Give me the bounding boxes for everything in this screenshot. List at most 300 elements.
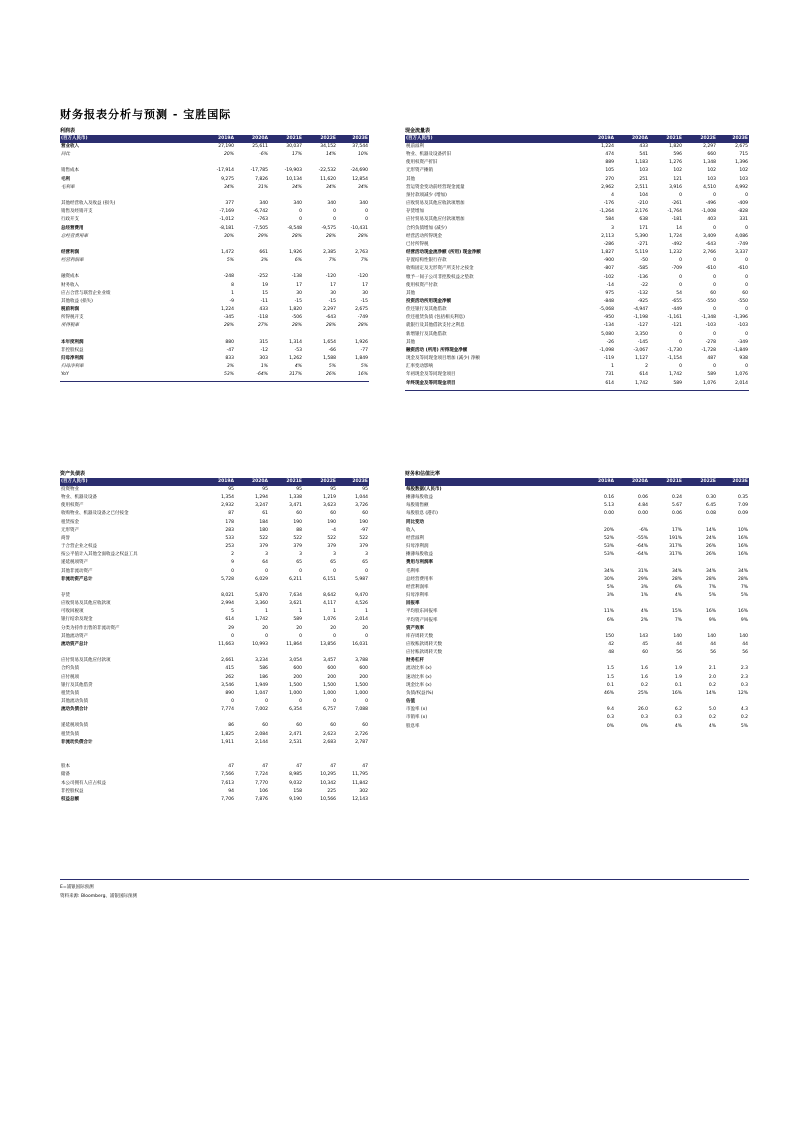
cell-value: 1,000 — [289, 690, 302, 696]
row-label: 现金比率 (x) — [406, 682, 432, 688]
cell-value: -66 — [328, 347, 336, 353]
row-label: 每股股息 (港币) — [406, 511, 438, 517]
row-label: 应付贸易及其他应付款项 — [61, 658, 111, 664]
cell-value: 27,190 — [218, 144, 234, 149]
table-row — [60, 747, 369, 755]
cell-value — [337, 331, 369, 339]
cell-value — [649, 657, 683, 665]
cell-value: 3,337 — [735, 250, 748, 256]
cell-value: -7,505 — [253, 225, 268, 231]
cell-value: 2,144 — [255, 739, 268, 745]
cell-value: 522 — [259, 535, 268, 541]
row-label: 所得税率 — [61, 323, 79, 329]
cell-value: -55% — [636, 535, 648, 541]
cell-value: 180 — [259, 527, 268, 533]
page-title: 财务报表分析与预测 - 宝胜国际 — [60, 108, 232, 121]
cell-value: 190 — [293, 519, 302, 525]
cell-value: 34% — [603, 568, 614, 574]
cell-value: 7,724 — [255, 772, 268, 778]
cell-value — [303, 159, 337, 167]
cell-value: 0 — [745, 274, 748, 280]
table-row — [405, 559, 749, 567]
cell-value: 1 — [299, 609, 302, 615]
cell-value: 14% — [705, 527, 716, 533]
cell-value: -134 — [603, 323, 614, 329]
cell-value: 3,234 — [255, 658, 268, 664]
row-label — [60, 192, 201, 200]
cell-value: 56 — [676, 650, 682, 656]
cell-value: 596 — [673, 152, 682, 158]
cell-value: 2,176 — [635, 209, 648, 215]
table-row — [60, 755, 369, 763]
cell-value: 589 — [293, 617, 302, 623]
year-header: 2021E — [649, 135, 683, 143]
cell-value: 0.1 — [674, 682, 682, 688]
cell-value: 1 — [365, 609, 368, 615]
cell-value — [717, 657, 749, 665]
cell-value: 0.00 — [637, 511, 648, 517]
cell-value: 7,613 — [221, 780, 234, 786]
cell-value: 0.3 — [606, 715, 614, 721]
cell-value — [201, 241, 235, 249]
table-row — [405, 649, 749, 657]
cell-value: -345 — [223, 315, 234, 321]
row-label: 融资成本 — [61, 274, 79, 280]
row-label: 就银行及其他借款支付之利息 — [406, 323, 465, 329]
cell-value: -145 — [637, 339, 648, 345]
row-label: 速动比率 (x) — [406, 674, 432, 680]
cell-value — [683, 698, 717, 706]
cell-value: 1,232 — [669, 250, 682, 256]
cell-value — [717, 625, 749, 633]
cell-value: 11,620 — [320, 176, 336, 182]
cell-value — [683, 625, 717, 633]
row-label: 收入 — [406, 527, 415, 533]
row-label: 递延税项资产 — [61, 560, 88, 566]
cell-value: 0 — [713, 192, 716, 198]
cell-value: -7,169 — [219, 209, 234, 215]
cell-value: 302 — [359, 788, 368, 794]
bottom-rule — [60, 879, 749, 880]
cell-value: 5% — [740, 723, 748, 729]
cell-value: 2 — [645, 364, 648, 370]
table-row — [60, 200, 369, 208]
year-header: 2022E — [683, 478, 717, 486]
cell-value: 270 — [605, 176, 614, 182]
table-row — [405, 494, 749, 502]
cell-value: -136 — [637, 274, 648, 280]
row-label: 平均资产回报率 — [406, 617, 438, 623]
cell-value: -409 — [737, 201, 748, 207]
row-label: 应收贸易及其他应收款项 — [61, 601, 111, 607]
cell-value: 7% — [740, 584, 748, 590]
cell-value: 541 — [639, 152, 648, 158]
cell-value: 4,117 — [323, 601, 336, 607]
table-row — [405, 208, 749, 216]
row-label: 偿还银行及其他借款 — [406, 307, 447, 313]
cell-value: 45 — [642, 641, 648, 647]
row-label: 收购物业、机器及设备之已付按金 — [61, 511, 129, 517]
cell-value — [717, 698, 749, 706]
row-label: 流动比率 (x) — [406, 666, 432, 672]
row-label: 储备 — [61, 772, 70, 778]
cell-value: 15% — [671, 609, 682, 615]
cell-value: 2,113 — [601, 233, 614, 239]
cell-value: 37,544 — [352, 144, 368, 149]
row-label: 本公司拥有人应占权益 — [61, 780, 106, 786]
row-label: 资产效率 — [406, 625, 424, 631]
cell-value: 0 — [231, 568, 234, 574]
cell-value: 60 — [710, 290, 716, 296]
cell-value: -19,903 — [284, 168, 302, 174]
cell-value: -97 — [360, 527, 368, 533]
cell-value — [581, 657, 615, 665]
table-row — [405, 641, 749, 649]
table-row — [60, 322, 369, 330]
cell-value: -14 — [606, 282, 614, 288]
table-row — [405, 274, 749, 282]
row-label: 非流动资产总计 — [61, 576, 93, 582]
cell-value: 12,143 — [352, 796, 368, 802]
table-row — [60, 510, 369, 518]
cell-value: 27% — [257, 323, 268, 329]
cell-value — [649, 559, 683, 567]
cell-value: 34% — [671, 568, 682, 574]
row-label: 经营利润率 — [61, 258, 84, 264]
cell-value: 30% — [223, 233, 234, 239]
cell-value — [337, 584, 369, 592]
cell-value: 4.84 — [637, 503, 648, 509]
cell-value: 0 — [713, 282, 716, 288]
cell-value: 0.3 — [640, 715, 648, 721]
cell-value: 30,037 — [286, 144, 302, 149]
cell-value: -181 — [671, 217, 682, 223]
cell-value: -807 — [603, 266, 614, 272]
cell-value — [649, 519, 683, 527]
cell-value: -950 — [603, 315, 614, 321]
cell-value: 0 — [333, 209, 336, 215]
table-row — [60, 706, 369, 714]
year-header: 2023E — [717, 135, 749, 143]
year-header: 2020A — [615, 478, 649, 486]
cell-value: 0 — [679, 364, 682, 370]
cell-value: 3,054 — [289, 658, 302, 664]
cell-value — [235, 192, 269, 200]
year-header: 2023E — [717, 478, 749, 486]
footnote-forecast: E=浦银国际预测 — [60, 885, 94, 890]
cell-value: 28% — [671, 576, 682, 582]
balance-header-row — [60, 478, 369, 486]
cell-value — [337, 649, 369, 657]
cell-value: 28% — [325, 323, 336, 329]
cell-value: 0.1 — [606, 682, 614, 688]
cell-value: -585 — [637, 266, 648, 272]
cell-value: 191% — [669, 535, 682, 541]
cell-value: 9,190 — [289, 796, 302, 802]
cell-value: 64 — [262, 560, 268, 566]
cell-value: 5,080 — [601, 331, 614, 337]
table-row — [405, 347, 749, 355]
row-label: 存置结构性银行存款 — [406, 258, 447, 264]
ratios-section-label: 财务和估值比率 — [405, 471, 441, 477]
row-label: 归母净利润 — [406, 544, 429, 550]
row-label: 使用权资产付款 — [406, 282, 438, 288]
cell-value: 29 — [228, 625, 234, 631]
cell-value: 415 — [225, 666, 234, 672]
cell-value: 225 — [327, 788, 336, 794]
cell-value: 2,297 — [323, 307, 336, 313]
cell-value: 95 — [228, 487, 234, 492]
cell-value — [201, 159, 235, 167]
cell-value: 1,654 — [323, 339, 336, 345]
cell-value: -643 — [325, 315, 336, 321]
cell-value: 0 — [745, 282, 748, 288]
table-row — [60, 282, 369, 290]
cell-value: 0.35 — [737, 495, 748, 501]
row-label: 应收账款周转天数 — [406, 641, 442, 647]
table-row — [405, 339, 749, 347]
cell-value: 0 — [333, 568, 336, 574]
cell-value — [337, 747, 369, 755]
cell-value — [581, 600, 615, 608]
cell-value: 1,742 — [635, 380, 648, 386]
row-label: 营运资金变动前经营现金流量 — [406, 184, 465, 190]
cell-value: 16% — [737, 544, 748, 550]
cell-value — [201, 755, 235, 763]
row-label: 其他非流动资产 — [61, 568, 93, 574]
cell-value: 2.3 — [740, 666, 748, 672]
cell-value: 0.2 — [708, 682, 716, 688]
cell-value: 19 — [262, 282, 268, 288]
row-label: 同比变动 — [406, 519, 424, 525]
cell-value: 0 — [745, 331, 748, 337]
cell-value: 938 — [739, 356, 748, 362]
cell-value: 403 — [707, 217, 716, 223]
cell-value: 44 — [742, 641, 748, 647]
table-row — [405, 363, 749, 371]
income-header-row — [60, 135, 369, 143]
row-label: 归母净利率 — [61, 364, 84, 370]
table-row — [60, 331, 369, 339]
table-row — [60, 371, 369, 379]
cell-value: -10,431 — [350, 225, 368, 231]
cell-value: 5,728 — [221, 576, 234, 582]
table-row — [60, 763, 369, 771]
cell-value: -121 — [671, 323, 682, 329]
cell-value: 5,987 — [355, 576, 368, 582]
cell-value: 6.45 — [705, 503, 716, 509]
row-label: 非控股权益 — [61, 788, 84, 794]
cell-value: 522 — [293, 535, 302, 541]
cell-value: 121 — [673, 176, 682, 182]
cell-value: 11,663 — [218, 641, 234, 647]
cell-value: 2,683 — [323, 739, 336, 745]
cell-value: 3,350 — [635, 331, 648, 337]
cell-value: 86 — [228, 723, 234, 729]
row-label: 摊薄每股收益 — [406, 495, 433, 501]
table-row — [60, 739, 369, 747]
cell-value: 3 — [611, 225, 614, 231]
cell-value: 600 — [293, 666, 302, 672]
cell-value: 7.09 — [737, 503, 748, 509]
cell-value: 34% — [737, 568, 748, 574]
cell-value: 2% — [640, 617, 648, 623]
table-row — [60, 600, 369, 608]
cell-value: 340 — [293, 201, 302, 207]
cell-value: 6,354 — [289, 707, 302, 713]
cell-value: -1,012 — [219, 217, 234, 223]
cell-value: -550 — [737, 298, 748, 304]
cell-value: -9 — [229, 298, 234, 304]
cell-value: 9,032 — [289, 780, 302, 786]
cell-value: 3 — [299, 552, 302, 558]
table-row — [405, 665, 749, 673]
cell-value — [337, 755, 369, 763]
cell-value: 47 — [362, 764, 368, 770]
table-row — [60, 167, 369, 175]
cell-value: 7,088 — [355, 707, 368, 713]
cell-value: 1,000 — [355, 690, 368, 696]
cell-value: 3,621 — [289, 601, 302, 607]
unit-label: (百万人民币) — [60, 478, 201, 486]
year-header: 2019A — [201, 478, 235, 486]
cell-value: -261 — [671, 201, 682, 207]
cell-value: 6,029 — [255, 576, 268, 582]
cell-value: 3,360 — [255, 601, 268, 607]
row-label: 汇率变动影响 — [406, 364, 433, 370]
cell-value: 9,470 — [355, 593, 368, 599]
cell-value: 0 — [679, 339, 682, 345]
cell-value — [269, 159, 303, 167]
table-row — [60, 584, 369, 592]
cell-value: 13,856 — [320, 641, 336, 647]
cell-value — [235, 649, 269, 657]
cell-value: 53% — [603, 552, 614, 558]
cell-value: 24% — [705, 535, 716, 541]
cell-value: 53% — [223, 372, 234, 378]
table-row — [405, 674, 749, 682]
cell-value: 30 — [330, 290, 336, 296]
cell-value: 317% — [669, 544, 682, 550]
cell-value: 16% — [737, 609, 748, 615]
cell-value: 0.2 — [640, 682, 648, 688]
cell-value: 56 — [742, 650, 748, 656]
row-label: 年终现金及等同现金项目 — [406, 380, 456, 386]
cell-value: -4,947 — [633, 307, 648, 313]
cell-value: 2,675 — [735, 144, 748, 149]
cell-value — [269, 747, 303, 755]
table-row — [405, 322, 749, 330]
cell-value: 0 — [265, 699, 268, 705]
row-label: 所得税开支 — [61, 315, 84, 321]
cell-value: 1,314 — [289, 339, 302, 345]
ratios-header-row — [405, 478, 749, 486]
row-label: 销售及经销开支 — [61, 209, 93, 215]
row-label: 其他收益 (损失) — [61, 298, 93, 304]
cell-value: 1% — [640, 593, 648, 599]
cell-value: 331 — [739, 217, 748, 223]
cell-value: 0.06 — [671, 511, 682, 517]
row-label: 每股数据(人民币) — [406, 487, 442, 492]
cell-value: 2,623 — [323, 731, 336, 737]
cell-value: 7% — [360, 258, 368, 264]
cell-value: 9,275 — [221, 176, 234, 182]
cell-value: 102 — [673, 168, 682, 174]
cell-value: 1,183 — [635, 160, 648, 166]
cell-value: -709 — [671, 266, 682, 272]
cell-value: 1,047 — [255, 690, 268, 696]
cell-value: 0 — [333, 217, 336, 223]
cell-value: -1,098 — [599, 347, 614, 353]
cell-value: -17,785 — [250, 168, 268, 174]
cell-value — [303, 331, 337, 339]
table-row — [60, 788, 369, 796]
cell-value: 4% — [674, 723, 682, 729]
row-label: 估值 — [406, 699, 415, 705]
row-label: 经营活动现金流净额 (所用) 现金净额 — [406, 250, 481, 256]
cell-value: 1 — [333, 609, 336, 615]
cell-value: 26% — [705, 544, 716, 550]
cell-value: 2,675 — [355, 307, 368, 313]
cell-value: -15 — [328, 298, 336, 304]
table-row — [60, 233, 369, 241]
cell-value: 1,825 — [221, 731, 234, 737]
row-label: 分类为持作出售的非流动资产 — [61, 625, 120, 631]
row-label: 流动资产总计 — [61, 641, 88, 647]
cell-value: 61 — [262, 511, 268, 517]
table-row — [405, 723, 749, 731]
cell-value — [683, 519, 717, 527]
table-row — [405, 706, 749, 714]
row-label: 股息率 — [406, 723, 420, 729]
row-label: 应付税项 — [61, 674, 79, 680]
table-row — [60, 208, 369, 216]
cell-value: 3,788 — [355, 658, 368, 664]
cell-value: 379 — [293, 544, 302, 550]
row-label: 应付贸易及其他应付款项增加 — [406, 217, 465, 223]
cell-value — [581, 625, 615, 633]
cell-value: 88 — [296, 527, 302, 533]
cell-value: 3,471 — [289, 503, 302, 509]
row-label — [60, 747, 201, 755]
cell-value — [717, 519, 749, 527]
cell-value: 20 — [330, 625, 336, 631]
cell-value: 16,031 — [352, 641, 368, 647]
cell-value — [615, 600, 649, 608]
cell-value: 0 — [365, 699, 368, 705]
cell-value: 6,151 — [323, 576, 336, 582]
row-label: 使用权资产 — [61, 503, 84, 509]
cell-value: 487 — [707, 356, 716, 362]
cell-value: 1,224 — [221, 307, 234, 313]
cell-value: 54 — [676, 290, 682, 296]
cell-value: 140 — [739, 633, 748, 639]
cell-value: 7% — [328, 258, 336, 264]
table-row — [405, 625, 749, 633]
cell-value: 2,787 — [355, 739, 368, 745]
cell-value: 17 — [330, 282, 336, 288]
cell-value: 46% — [603, 690, 614, 696]
row-label: 年初现金及等同现金项目 — [406, 372, 456, 378]
cell-value — [201, 747, 235, 755]
cell-value: 522 — [327, 535, 336, 541]
table-row — [60, 731, 369, 739]
table-row — [60, 665, 369, 673]
cell-value: -643 — [705, 241, 716, 247]
cell-value: 0.24 — [671, 495, 682, 501]
row-label — [60, 241, 201, 249]
cell-value — [683, 486, 717, 494]
